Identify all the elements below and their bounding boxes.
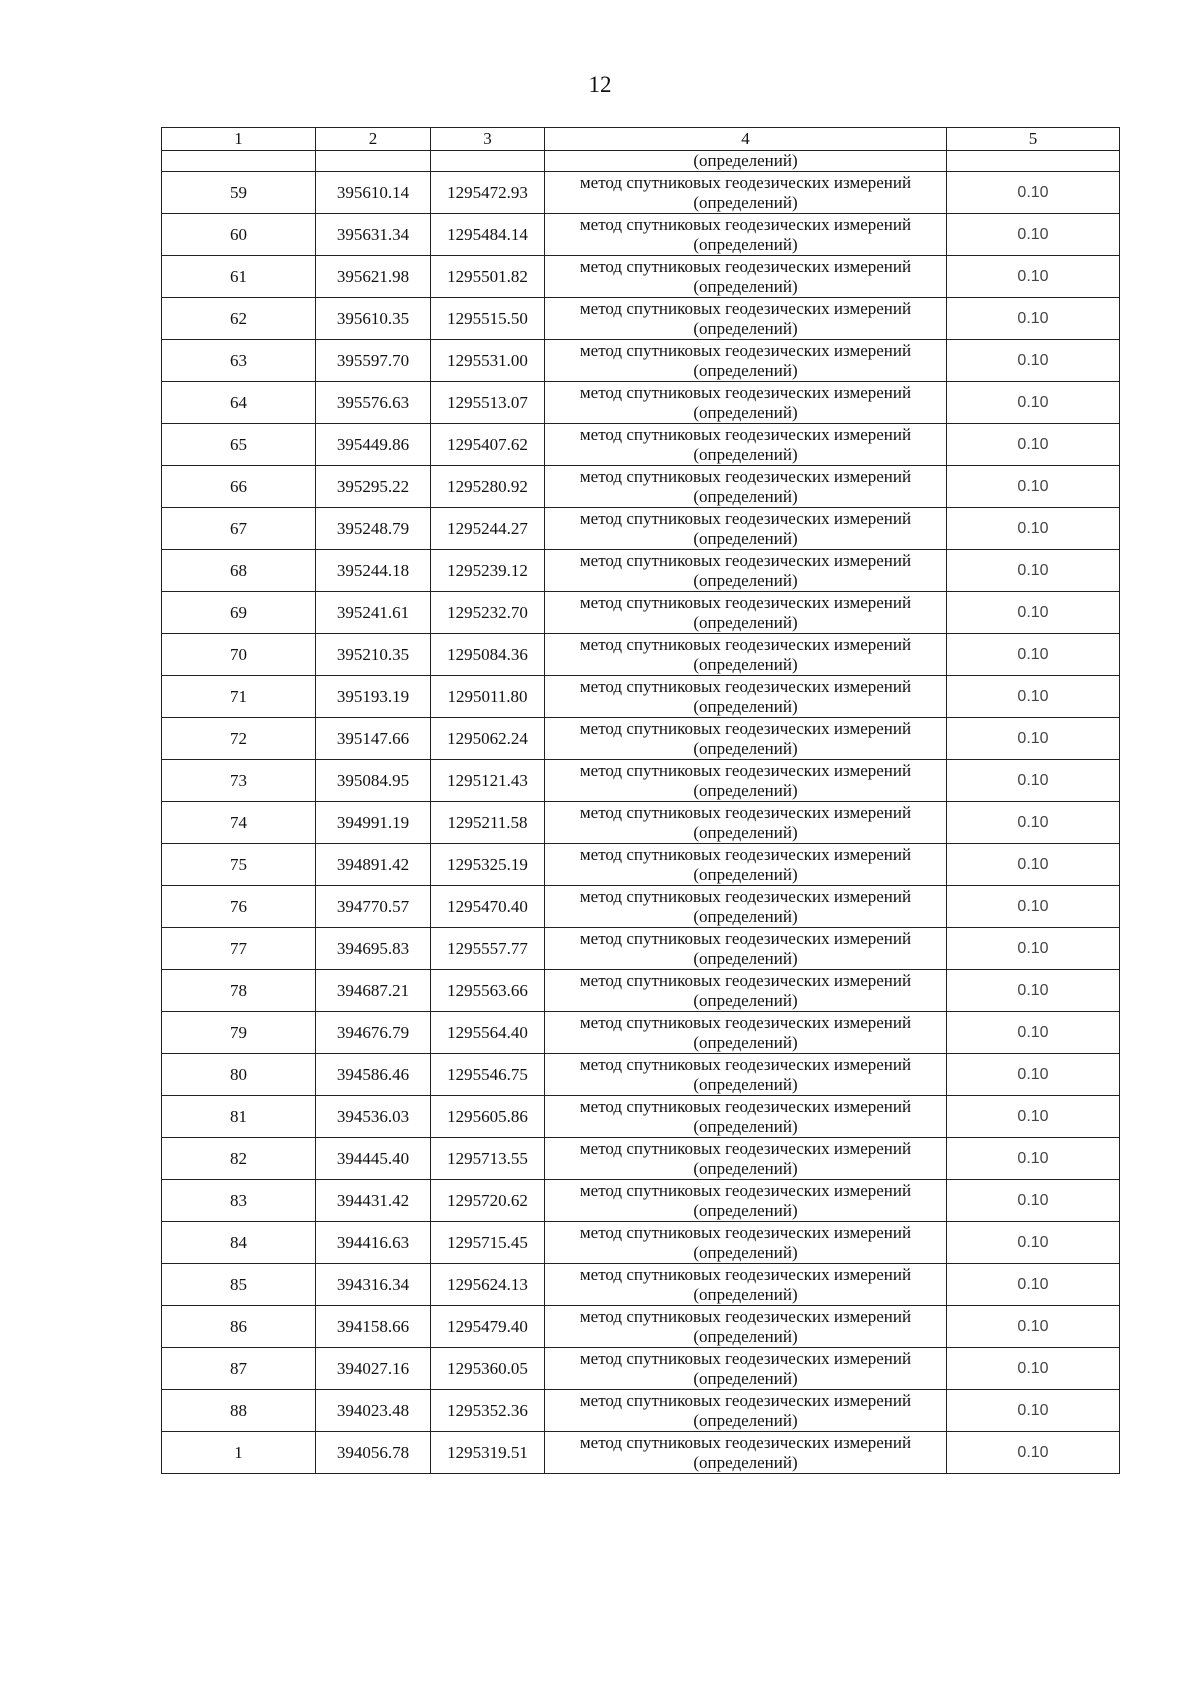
x-coordinate-cell: 394445.40 — [316, 1138, 431, 1180]
accuracy-cell: 0.10 — [947, 1348, 1120, 1390]
method-line-2: (определений) — [693, 822, 798, 842]
point-number-cell: 70 — [162, 634, 316, 676]
header-row — [162, 128, 1120, 151]
x-coordinate-cell: 395147.66 — [316, 718, 431, 760]
accuracy-cell: 0.10 — [947, 1306, 1120, 1348]
method-cell — [545, 634, 947, 676]
y-coordinate-cell: 1295360.05 — [431, 1348, 545, 1390]
method-line-2: (определений) — [693, 1200, 798, 1220]
table-row — [162, 256, 1120, 298]
point-number-cell: 60 — [162, 214, 316, 256]
method-cell — [545, 1180, 947, 1222]
method-line-2: (определений) — [693, 1032, 798, 1052]
table-row — [162, 298, 1120, 340]
accuracy-cell: 0.10 — [947, 1264, 1120, 1306]
point-number-cell: 71 — [162, 676, 316, 718]
x-coordinate-cell: 394536.03 — [316, 1096, 431, 1138]
y-coordinate-cell: 1295470.40 — [431, 886, 545, 928]
point-number-cell: 88 — [162, 1390, 316, 1432]
accuracy-cell: 0.10 — [947, 172, 1120, 214]
x-coordinate-cell: 395631.34 — [316, 214, 431, 256]
point-number-cell: 62 — [162, 298, 316, 340]
accuracy-cell: 0.10 — [947, 298, 1120, 340]
x-coordinate-cell: 395576.63 — [316, 382, 431, 424]
accuracy-cell: 0.10 — [947, 844, 1120, 886]
point-number-cell: 73 — [162, 760, 316, 802]
method-line-1: метод спутниковых геодезических измерений — [579, 802, 912, 822]
method-line-2: (определений) — [693, 528, 798, 548]
accuracy-cell: 0.10 — [947, 550, 1120, 592]
method-line-2: (определений) — [693, 1284, 798, 1304]
accuracy-cell: 0.10 — [947, 1138, 1120, 1180]
accuracy-cell: 0.10 — [947, 382, 1120, 424]
method-line-1: метод спутниковых геодезических измерений — [579, 214, 912, 234]
y-coordinate-cell: 1295501.82 — [431, 256, 545, 298]
y-coordinate-cell: 1295513.07 — [431, 382, 545, 424]
y-coordinate-cell: 1295546.75 — [431, 1054, 545, 1096]
table-row — [162, 424, 1120, 466]
accuracy-cell: 0.10 — [947, 802, 1120, 844]
x-coordinate-cell: 394158.66 — [316, 1306, 431, 1348]
table-row — [162, 886, 1120, 928]
y-coordinate-cell: 1295325.19 — [431, 844, 545, 886]
accuracy-cell: 0.10 — [947, 1432, 1120, 1474]
method-line-1: метод спутниковых геодезических измерений — [579, 1222, 912, 1242]
method-cell — [545, 802, 947, 844]
accuracy-cell: 0.10 — [947, 424, 1120, 466]
method-line-1: метод спутниковых геодезических измерений — [579, 256, 912, 276]
method-line-2: (определений) — [693, 1074, 798, 1094]
method-line-2: (определений) — [693, 570, 798, 590]
y-coordinate-cell: 1295563.66 — [431, 970, 545, 1012]
x-coordinate-cell: 395597.70 — [316, 340, 431, 382]
continuation-cell-empty — [162, 151, 316, 172]
method-line-2: (определений) — [693, 234, 798, 254]
y-coordinate-cell: 1295484.14 — [431, 214, 545, 256]
table-row — [162, 466, 1120, 508]
table-row — [162, 382, 1120, 424]
x-coordinate-cell: 394027.16 — [316, 1348, 431, 1390]
y-coordinate-cell: 1295531.00 — [431, 340, 545, 382]
method-line-1: метод спутниковых геодезических измерений — [579, 382, 912, 402]
method-cell — [545, 1390, 947, 1432]
accuracy-cell: 0.10 — [947, 760, 1120, 802]
x-coordinate-cell: 395193.19 — [316, 676, 431, 718]
accuracy-cell: 0.10 — [947, 886, 1120, 928]
method-line-2: (определений) — [693, 990, 798, 1010]
table-row — [162, 1306, 1120, 1348]
y-coordinate-cell: 1295720.62 — [431, 1180, 545, 1222]
header-col-5: 5 — [947, 128, 1120, 151]
method-line-1: метод спутниковых геодезических измерений — [579, 424, 912, 444]
method-line-1: метод спутниковых геодезических измерений — [579, 298, 912, 318]
method-cell — [545, 256, 947, 298]
method-line-1: метод спутниковых геодезических измерений — [579, 1138, 912, 1158]
accuracy-cell: 0.10 — [947, 676, 1120, 718]
y-coordinate-cell: 1295239.12 — [431, 550, 545, 592]
y-coordinate-cell: 1295319.51 — [431, 1432, 545, 1474]
accuracy-cell: 0.10 — [947, 970, 1120, 1012]
y-coordinate-cell: 1295624.13 — [431, 1264, 545, 1306]
table-row — [162, 676, 1120, 718]
y-coordinate-cell: 1295244.27 — [431, 508, 545, 550]
table-row — [162, 802, 1120, 844]
point-number-cell: 87 — [162, 1348, 316, 1390]
accuracy-cell: 0.10 — [947, 1012, 1120, 1054]
point-number-cell: 67 — [162, 508, 316, 550]
method-line-2: (определений) — [693, 192, 798, 212]
method-cell — [545, 1054, 947, 1096]
method-line-2: (определений) — [693, 1116, 798, 1136]
header-col-2: 2 — [316, 128, 431, 151]
table-row — [162, 970, 1120, 1012]
method-cell — [545, 298, 947, 340]
y-coordinate-cell: 1295605.86 — [431, 1096, 545, 1138]
method-cell — [545, 466, 947, 508]
continuation-cell-empty — [316, 151, 431, 172]
coordinates-table — [161, 127, 1120, 1474]
point-number-cell: 75 — [162, 844, 316, 886]
x-coordinate-cell: 394687.21 — [316, 970, 431, 1012]
table-header — [162, 128, 1120, 151]
method-cell — [545, 424, 947, 466]
method-cell — [545, 1012, 947, 1054]
method-cell — [545, 508, 947, 550]
point-number-cell: 1 — [162, 1432, 316, 1474]
method-cell — [545, 1096, 947, 1138]
table-row — [162, 1390, 1120, 1432]
method-cell — [545, 1138, 947, 1180]
method-line-2: (определений) — [693, 696, 798, 716]
point-number-cell: 84 — [162, 1222, 316, 1264]
method-cell — [545, 760, 947, 802]
point-number-cell: 81 — [162, 1096, 316, 1138]
x-coordinate-cell: 395295.22 — [316, 466, 431, 508]
accuracy-cell: 0.10 — [947, 592, 1120, 634]
table-row — [162, 214, 1120, 256]
method-line-1: метод спутниковых геодезических измерений — [579, 1432, 912, 1452]
x-coordinate-cell: 394586.46 — [316, 1054, 431, 1096]
method-line-1: метод спутниковых геодезических измерений — [579, 886, 912, 906]
table-row — [162, 1138, 1120, 1180]
x-coordinate-cell: 395248.79 — [316, 508, 431, 550]
x-coordinate-cell: 395610.35 — [316, 298, 431, 340]
method-cell — [545, 1348, 947, 1390]
method-line-2: (определений) — [693, 402, 798, 422]
accuracy-cell: 0.10 — [947, 256, 1120, 298]
table-row — [162, 592, 1120, 634]
table-row — [162, 1432, 1120, 1474]
x-coordinate-cell: 395610.14 — [316, 172, 431, 214]
y-coordinate-cell: 1295280.92 — [431, 466, 545, 508]
accuracy-cell: 0.10 — [947, 340, 1120, 382]
method-line-2: (определений) — [693, 1368, 798, 1388]
point-number-cell: 65 — [162, 424, 316, 466]
point-number-cell: 69 — [162, 592, 316, 634]
method-line-2: (определений) — [693, 1158, 798, 1178]
accuracy-cell: 0.10 — [947, 1390, 1120, 1432]
method-cell — [545, 172, 947, 214]
table-row — [162, 928, 1120, 970]
method-cell — [545, 1264, 947, 1306]
method-line-2: (определений) — [693, 612, 798, 632]
continuation-cell-method: (определений) — [545, 151, 947, 172]
method-line-2: (определений) — [693, 1410, 798, 1430]
accuracy-cell: 0.10 — [947, 214, 1120, 256]
method-line-2: (определений) — [693, 486, 798, 506]
y-coordinate-cell: 1295557.77 — [431, 928, 545, 970]
method-line-1: метод спутниковых геодезических измерений — [579, 1306, 912, 1326]
accuracy-cell: 0.10 — [947, 634, 1120, 676]
y-coordinate-cell: 1295479.40 — [431, 1306, 545, 1348]
table-row — [162, 508, 1120, 550]
method-line-2: (определений) — [693, 864, 798, 884]
point-number-cell: 85 — [162, 1264, 316, 1306]
x-coordinate-cell: 394316.34 — [316, 1264, 431, 1306]
y-coordinate-cell: 1295472.93 — [431, 172, 545, 214]
point-number-cell: 86 — [162, 1306, 316, 1348]
y-coordinate-cell: 1295352.36 — [431, 1390, 545, 1432]
x-coordinate-cell: 394991.19 — [316, 802, 431, 844]
table-row — [162, 1012, 1120, 1054]
method-cell — [545, 886, 947, 928]
method-line-2: (определений) — [693, 1326, 798, 1346]
method-cell — [545, 970, 947, 1012]
point-number-cell: 77 — [162, 928, 316, 970]
point-number-cell: 78 — [162, 970, 316, 1012]
method-cell — [545, 844, 947, 886]
x-coordinate-cell: 394023.48 — [316, 1390, 431, 1432]
method-line-1: метод спутниковых геодезических измерений — [579, 760, 912, 780]
method-cell — [545, 592, 947, 634]
method-line-2: (определений) — [693, 444, 798, 464]
point-number-cell: 66 — [162, 466, 316, 508]
method-line-1: метод спутниковых геодезических измерений — [579, 1348, 912, 1368]
x-coordinate-cell: 395621.98 — [316, 256, 431, 298]
continuation-cell-empty — [431, 151, 545, 172]
method-line-1: метод спутниковых геодезических измерений — [579, 466, 912, 486]
method-cell — [545, 1222, 947, 1264]
x-coordinate-cell: 394770.57 — [316, 886, 431, 928]
table-row — [162, 1348, 1120, 1390]
y-coordinate-cell: 1295062.24 — [431, 718, 545, 760]
table-row — [162, 1264, 1120, 1306]
method-line-2: (определений) — [693, 654, 798, 674]
y-coordinate-cell: 1295715.45 — [431, 1222, 545, 1264]
point-number-cell: 63 — [162, 340, 316, 382]
x-coordinate-cell: 395084.95 — [316, 760, 431, 802]
method-cell — [545, 676, 947, 718]
table-row — [162, 550, 1120, 592]
x-coordinate-cell: 395210.35 — [316, 634, 431, 676]
method-cell — [545, 550, 947, 592]
table-row — [162, 1054, 1120, 1096]
method-line-2: (определений) — [693, 780, 798, 800]
x-coordinate-cell: 394416.63 — [316, 1222, 431, 1264]
y-coordinate-cell: 1295011.80 — [431, 676, 545, 718]
method-cell — [545, 214, 947, 256]
y-coordinate-cell: 1295713.55 — [431, 1138, 545, 1180]
method-line-1: метод спутниковых геодезических измерений — [579, 1264, 912, 1284]
point-number-cell: 74 — [162, 802, 316, 844]
x-coordinate-cell: 394695.83 — [316, 928, 431, 970]
method-line-2: (определений) — [693, 948, 798, 968]
table-row — [162, 844, 1120, 886]
method-line-1: метод спутниковых геодезических измерений — [579, 340, 912, 360]
method-line-1: метод спутниковых геодезических измерений — [579, 172, 912, 192]
method-line-2: (определений) — [693, 738, 798, 758]
method-line-1: метод спутниковых геодезических измерений — [579, 1012, 912, 1032]
y-coordinate-cell: 1295084.36 — [431, 634, 545, 676]
accuracy-cell: 0.10 — [947, 508, 1120, 550]
table-row — [162, 718, 1120, 760]
method-line-1: метод спутниковых геодезических измерений — [579, 550, 912, 570]
table-row — [162, 340, 1120, 382]
method-line-1: метод спутниковых геодезических измерений — [579, 970, 912, 990]
point-number-cell: 79 — [162, 1012, 316, 1054]
accuracy-cell: 0.10 — [947, 1180, 1120, 1222]
method-line-1: метод спутниковых геодезических измерений — [579, 1054, 912, 1074]
point-number-cell: 68 — [162, 550, 316, 592]
continuation-row — [162, 151, 1120, 172]
method-cell — [545, 1432, 947, 1474]
method-line-1: метод спутниковых геодезических измерений — [579, 508, 912, 528]
table-row — [162, 1096, 1120, 1138]
method-cell — [545, 382, 947, 424]
x-coordinate-cell: 395241.61 — [316, 592, 431, 634]
method-line-2: (определений) — [693, 906, 798, 926]
x-coordinate-cell: 394431.42 — [316, 1180, 431, 1222]
table-body — [162, 151, 1120, 1474]
accuracy-cell: 0.10 — [947, 928, 1120, 970]
method-line-1: метод спутниковых геодезических измерений — [579, 676, 912, 696]
method-cell — [545, 928, 947, 970]
method-line-1: метод спутниковых геодезических измерений — [579, 928, 912, 948]
y-coordinate-cell: 1295232.70 — [431, 592, 545, 634]
accuracy-cell: 0.10 — [947, 1054, 1120, 1096]
point-number-cell: 72 — [162, 718, 316, 760]
point-number-cell: 64 — [162, 382, 316, 424]
header-col-4: 4 — [545, 128, 947, 151]
method-cell — [545, 340, 947, 382]
point-number-cell: 82 — [162, 1138, 316, 1180]
method-line-2: (определений) — [693, 276, 798, 296]
y-coordinate-cell: 1295121.43 — [431, 760, 545, 802]
x-coordinate-cell: 394891.42 — [316, 844, 431, 886]
accuracy-cell: 0.10 — [947, 1096, 1120, 1138]
table-row — [162, 1180, 1120, 1222]
accuracy-cell: 0.10 — [947, 1222, 1120, 1264]
method-line-2: (определений) — [693, 1242, 798, 1262]
method-line-1: метод спутниковых геодезических измерений — [579, 1180, 912, 1200]
header-col-3: 3 — [431, 128, 545, 151]
x-coordinate-cell: 395449.86 — [316, 424, 431, 466]
method-cell — [545, 1306, 947, 1348]
x-coordinate-cell: 395244.18 — [316, 550, 431, 592]
accuracy-cell: 0.10 — [947, 718, 1120, 760]
y-coordinate-cell: 1295211.58 — [431, 802, 545, 844]
page-number: 12 — [588, 72, 612, 97]
table-row — [162, 634, 1120, 676]
y-coordinate-cell: 1295515.50 — [431, 298, 545, 340]
accuracy-cell: 0.10 — [947, 466, 1120, 508]
method-line-1: метод спутниковых геодезических измерений — [579, 592, 912, 612]
continuation-cell-empty — [947, 151, 1120, 172]
method-line-2: (определений) — [693, 360, 798, 380]
point-number-cell: 59 — [162, 172, 316, 214]
method-line-1: метод спутниковых геодезических измерений — [579, 718, 912, 738]
header-col-1: 1 — [162, 128, 316, 151]
point-number-cell: 83 — [162, 1180, 316, 1222]
table-row — [162, 172, 1120, 214]
method-cell — [545, 718, 947, 760]
x-coordinate-cell: 394676.79 — [316, 1012, 431, 1054]
point-number-cell: 80 — [162, 1054, 316, 1096]
method-line-1: метод спутниковых геодезических измерений — [579, 1096, 912, 1116]
y-coordinate-cell: 1295407.62 — [431, 424, 545, 466]
table-row — [162, 760, 1120, 802]
x-coordinate-cell: 394056.78 — [316, 1432, 431, 1474]
point-number-cell: 61 — [162, 256, 316, 298]
method-line-1: метод спутниковых геодезических измерений — [579, 634, 912, 654]
y-coordinate-cell: 1295564.40 — [431, 1012, 545, 1054]
method-line-2: (определений) — [693, 318, 798, 338]
table-row — [162, 1222, 1120, 1264]
method-line-1: метод спутниковых геодезических измерений — [579, 844, 912, 864]
method-line-2: (определений) — [693, 1452, 798, 1472]
point-number-cell: 76 — [162, 886, 316, 928]
method-line-1: метод спутниковых геодезических измерений — [579, 1390, 912, 1410]
